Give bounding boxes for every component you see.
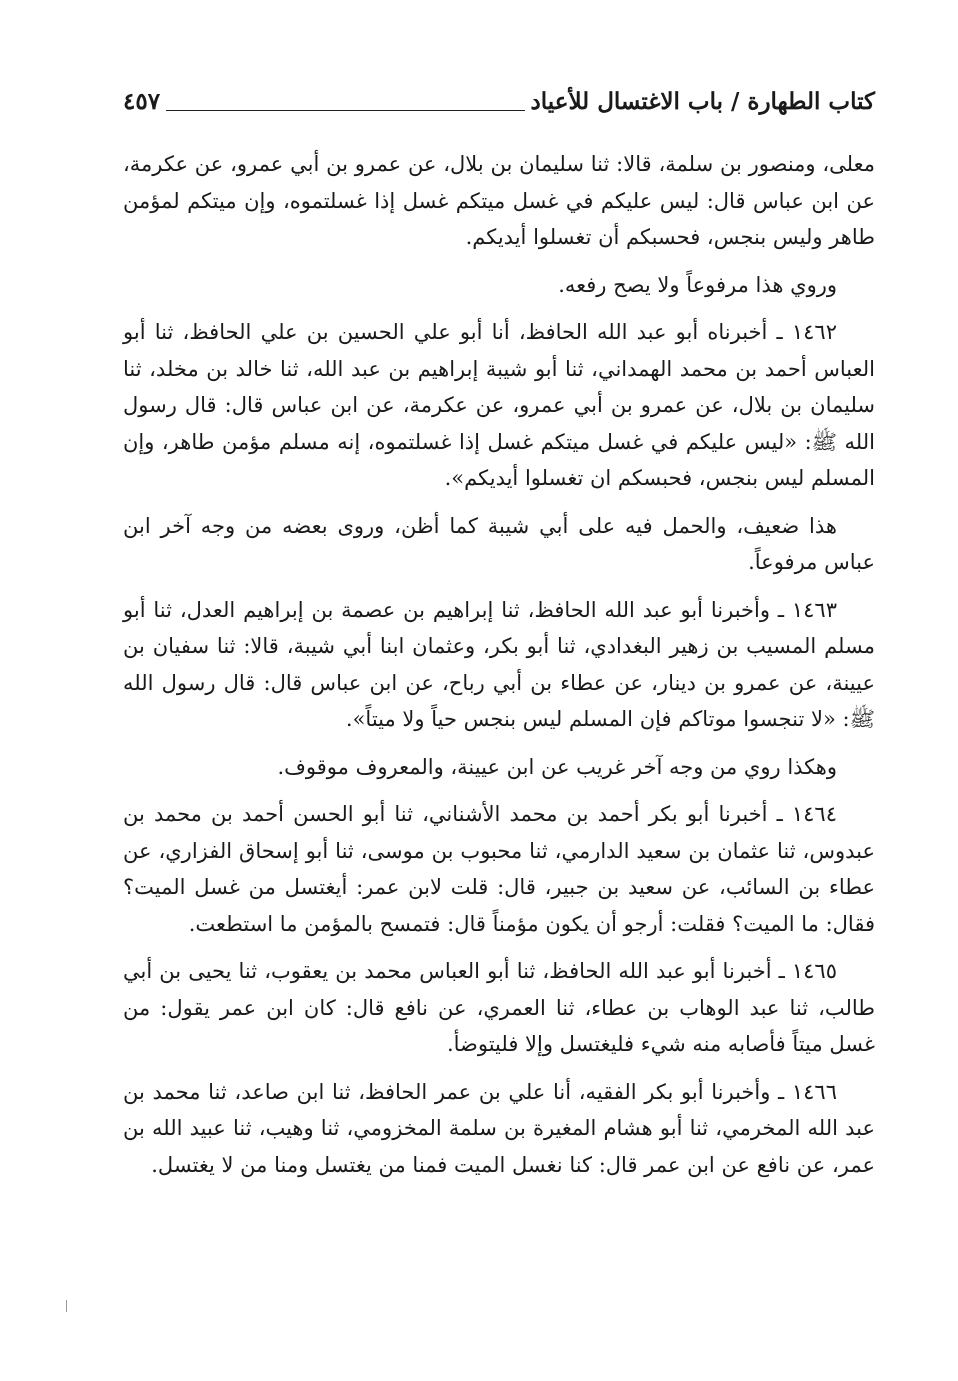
- hadith-1462: ١٤٦٢ ـ أخبرناه أبو عبد الله الحافظ، أنا أبو علي الحسين بن علي الحافظ، ثنا أبو العباس أحمد بن محمد الهمداني، ثنا أبو شيبة إبراهيم بن عبد الله، ثنا خالد بن مخلد، ثنا سليمان بن بلال، عن عمرو بن أبي عمرو، عن عكرمة، عن ابن عباس قال: قال رسول الله ﷺ: «ليس عليكم في غسل ميتكم غسل إذا غسلتموه، إنه مسلم مؤمن طاهر، وإن المسلم ليس بنجس، فحبسكم ان تغسلوا أيديكم».: [123, 320, 875, 490]
- paragraph-note: هذا ضعيف، والحمل فيه على أبي شيبة كما أظن، وروى بعضه من وجه آخر ابن عباس مرفوعاً.: [123, 513, 875, 574]
- hadith-1466: ١٤٦٦ ـ وأخبرنا أبو بكر الفقيه، أنا علي بن عمر الحافظ، ثنا ابن صاعد، ثنا محمد بن عبد الله المخرمي، ثنا أبو هشام المغيرة بن سلمة المخزومي، ثنا وهيب، ثنا عبيد الله بن عمر، عن نافع عن ابن عمر قال: كنا نغسل الميت فمنا من يغتسل ومنا من لا يغتسل.: [123, 1079, 875, 1177]
- header-title: كتاب الطهارة / باب الاغتسال للأعياد: [530, 88, 875, 115]
- paragraph-continuation: معلى، ومنصور بن سلمة، قالا: ثنا سليمان بن بلال، عن عمرو بن أبي عمرو، عن عكرمة، عن ابن عباس قال: ليس عليكم في غسل ميتكم غسل إذا غسلتموه، وإن ميتكم لمؤمن طاهر وليس بنجس، فحسبكم أن تغسلوا أيديكم.: [123, 152, 875, 249]
- running-header: [123, 82, 875, 122]
- hadith-1464: ١٤٦٤ ـ أخبرنا أبو بكر أحمد بن محمد الأشناني، ثنا أبو الحسن أحمد بن محمد بن عبدوس، ثنا عثمان بن سعيد الدارمي، ثنا محبوب بن موسى، ثنا أبو إسحاق الفزاري، عن عطاء بن السائب، عن سعيد بن جبير، قال: قلت لابن عمر: أيغتسل من غسل الميت؟ فقال: ما الميت؟ فقلت: أرجو أن يكون مؤمناً قال: فتمسح بالمؤمن ما استطعت.: [123, 802, 875, 936]
- paragraph-note: وروي هذا مرفوعاً ولا يصح رفعه.: [558, 272, 837, 297]
- hadith-1465: ١٤٦٥ ـ أخبرنا أبو عبد الله الحافظ، ثنا أبو العباس محمد بن يعقوب، ثنا يحيى بن أبي طالب، ثنا عبد الوهاب بن عطاء، ثنا العمري، عن نافع قال: كان ابن عمر يقول: من غسل ميتاً فأصابه منه شيء فليغتسل وإلا فليتوضأ.: [123, 959, 875, 1056]
- margin-mark: [66, 1300, 67, 1312]
- page-body: [123, 146, 875, 1194]
- header-rule: [166, 110, 524, 111]
- paragraph-note: وهكذا روي من وجه آخر غريب عن ابن عيينة، والمعروف موقوف.: [277, 754, 837, 779]
- hadith-1463: ١٤٦٣ ـ وأخبرنا أبو عبد الله الحافظ، ثنا إبراهيم بن عصمة بن إبراهيم العدل، ثنا أبو مسلم المسيب بن زهير البغدادي، ثنا أبو بكر، وعثمان ابنا أبي شيبة، قالا: ثنا سفيان بن عيينة، عن عمرو بن دينار، عن عطاء بن أبي رباح، عن ابن عباس قال: قال رسول الله ﷺ: «لا تنجسوا موتاكم فإن المسلم ليس بنجس حياً ولا ميتاً».: [123, 597, 875, 731]
- page-number: ٤٥٧: [123, 88, 161, 115]
